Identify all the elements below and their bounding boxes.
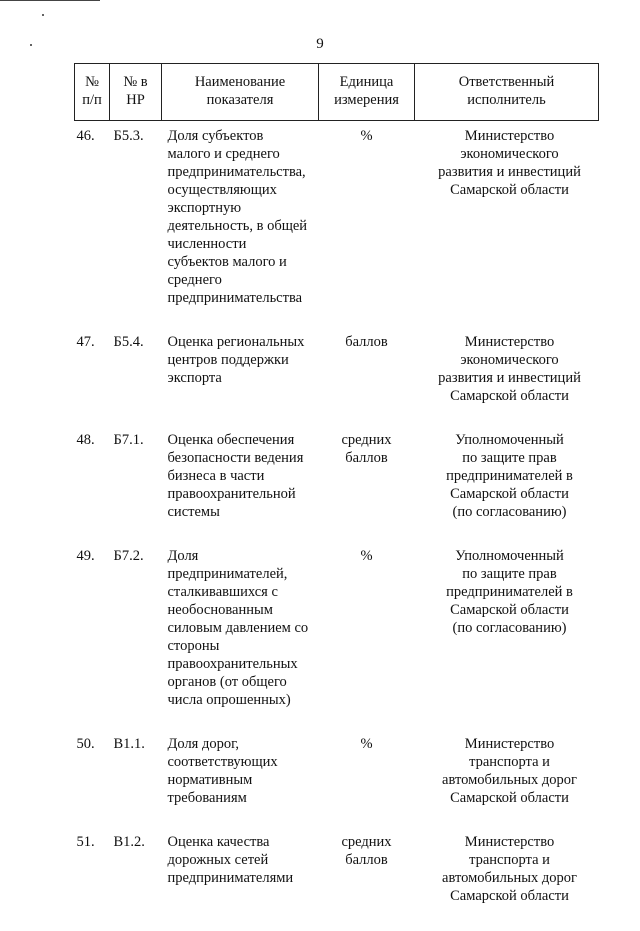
unit-of-measure <box>319 431 415 547</box>
row-number: 50. <box>75 735 110 833</box>
indicator-name-line: правоохранительных <box>168 655 317 673</box>
responsible-executor <box>415 121 599 334</box>
responsible-line: экономического <box>421 145 599 163</box>
unit-line: баллов <box>319 851 415 869</box>
header-row-number: № п/п <box>75 64 110 121</box>
indicator-name <box>162 431 319 547</box>
responsible-executor <box>415 333 599 431</box>
header-responsible: Ответственный исполнитель <box>415 64 599 121</box>
table-row <box>75 333 599 431</box>
indicators-table <box>74 63 599 931</box>
indicator-name-line: Доля субъектов <box>168 127 317 145</box>
responsible-line: Самарской области <box>421 601 599 619</box>
responsible-line: Самарской области <box>421 181 599 199</box>
responsible-line: экономического <box>421 351 599 369</box>
responsible-line: развития и инвестиций <box>421 369 599 387</box>
indicator-name-line: предпринимательства <box>168 289 317 307</box>
indicator-name-line: осуществляющих <box>168 181 317 199</box>
responsible-line: предпринимателей в <box>421 467 599 485</box>
header-nr-number: № в НР <box>110 64 162 121</box>
page-number: 9 <box>0 36 640 53</box>
indicator-name-line: сталкивавшихся с <box>168 583 317 601</box>
indicator-name-line: соответствующих <box>168 753 317 771</box>
responsible-line: (по согласованию) <box>421 503 599 521</box>
responsible-executor <box>415 735 599 833</box>
nr-code: В1.1. <box>110 735 162 833</box>
responsible-line: по защите прав <box>421 565 599 583</box>
responsible-line: Самарской области <box>421 789 599 807</box>
unit-line: % <box>319 127 415 145</box>
row-number: 51. <box>75 833 110 931</box>
responsible-line: Уполномоченный <box>421 547 599 565</box>
unit-line: баллов <box>319 449 415 467</box>
unit-line: % <box>319 547 415 565</box>
nr-code: В1.2. <box>110 833 162 931</box>
table-row <box>75 547 599 735</box>
table-row <box>75 735 599 833</box>
table-row <box>75 121 599 334</box>
row-number: 48. <box>75 431 110 547</box>
indicator-name <box>162 735 319 833</box>
indicator-name-line: численности <box>168 235 317 253</box>
indicator-name <box>162 547 319 735</box>
indicator-name-line: Доля дорог, <box>168 735 317 753</box>
indicator-name-line: стороны <box>168 637 317 655</box>
responsible-executor <box>415 547 599 735</box>
indicator-name-line: органов (от общего <box>168 673 317 691</box>
responsible-line: Министерство <box>421 735 599 753</box>
indicator-name-line: экспортную <box>168 199 317 217</box>
responsible-line: автомобильных дорог <box>421 771 599 789</box>
indicator-name-line: малого и среднего <box>168 145 317 163</box>
indicator-name-line: Оценка обеспечения <box>168 431 317 449</box>
indicator-name-line: нормативным <box>168 771 317 789</box>
indicator-name <box>162 121 319 334</box>
unit-of-measure <box>319 547 415 735</box>
responsible-line: Самарской области <box>421 485 599 503</box>
indicator-name-line: бизнеса в части <box>168 467 317 485</box>
responsible-line: транспорта и <box>421 851 599 869</box>
indicator-name <box>162 333 319 431</box>
header-indicator-name: Наименование показателя <box>162 64 319 121</box>
scan-top-rule <box>0 0 100 1</box>
row-number: 49. <box>75 547 110 735</box>
indicator-name-line: требованиям <box>168 789 317 807</box>
responsible-line: Министерство <box>421 127 599 145</box>
indicator-name-line: Оценка региональных <box>168 333 317 351</box>
indicator-name-line: дорожных сетей <box>168 851 317 869</box>
indicator-name-line: правоохранительной <box>168 485 317 503</box>
indicator-name-line: экспорта <box>168 369 317 387</box>
responsible-line: (по согласованию) <box>421 619 599 637</box>
indicator-name-line: среднего <box>168 271 317 289</box>
unit-of-measure <box>319 121 415 334</box>
responsible-line: предпринимателей в <box>421 583 599 601</box>
indicator-name <box>162 833 319 931</box>
nr-code: Б7.2. <box>110 547 162 735</box>
nr-code: Б7.1. <box>110 431 162 547</box>
responsible-line: Уполномоченный <box>421 431 599 449</box>
indicator-name-line: деятельность, в общей <box>168 217 317 235</box>
indicator-name-line: предпринимателей, <box>168 565 317 583</box>
indicator-name-line: системы <box>168 503 317 521</box>
unit-of-measure <box>319 735 415 833</box>
indicator-name-line: предпринимателями <box>168 869 317 887</box>
nr-code: Б5.4. <box>110 333 162 431</box>
nr-code: Б5.3. <box>110 121 162 334</box>
responsible-line: транспорта и <box>421 753 599 771</box>
responsible-line: автомобильных дорог <box>421 869 599 887</box>
indicator-name-line: центров поддержки <box>168 351 317 369</box>
table-row <box>75 431 599 547</box>
unit-line: баллов <box>319 333 415 351</box>
unit-line: средних <box>319 833 415 851</box>
table-header <box>75 64 599 121</box>
responsible-executor <box>415 431 599 547</box>
scan-speck <box>42 14 44 16</box>
row-number: 46. <box>75 121 110 334</box>
indicator-name-line: субъектов малого и <box>168 253 317 271</box>
table-row <box>75 833 599 931</box>
table-body <box>75 121 599 931</box>
responsible-line: Самарской области <box>421 387 599 405</box>
row-number: 47. <box>75 333 110 431</box>
responsible-line: Министерство <box>421 833 599 851</box>
indicator-name-line: необоснованным <box>168 601 317 619</box>
unit-line: % <box>319 735 415 753</box>
unit-of-measure <box>319 833 415 931</box>
responsible-line: Министерство <box>421 333 599 351</box>
indicator-name-line: безопасности ведения <box>168 449 317 467</box>
unit-of-measure <box>319 333 415 431</box>
indicator-name-line: силовым давлением со <box>168 619 317 637</box>
responsible-line: по защите прав <box>421 449 599 467</box>
indicator-name-line: числа опрошенных) <box>168 691 317 709</box>
indicator-name-line: предпринимательства, <box>168 163 317 181</box>
responsible-executor <box>415 833 599 931</box>
indicator-name-line: Оценка качества <box>168 833 317 851</box>
indicator-name-line: Доля <box>168 547 317 565</box>
responsible-line: Самарской области <box>421 887 599 905</box>
responsible-line: развития и инвестиций <box>421 163 599 181</box>
header-unit: Единица измерения <box>319 64 415 121</box>
unit-line: средних <box>319 431 415 449</box>
